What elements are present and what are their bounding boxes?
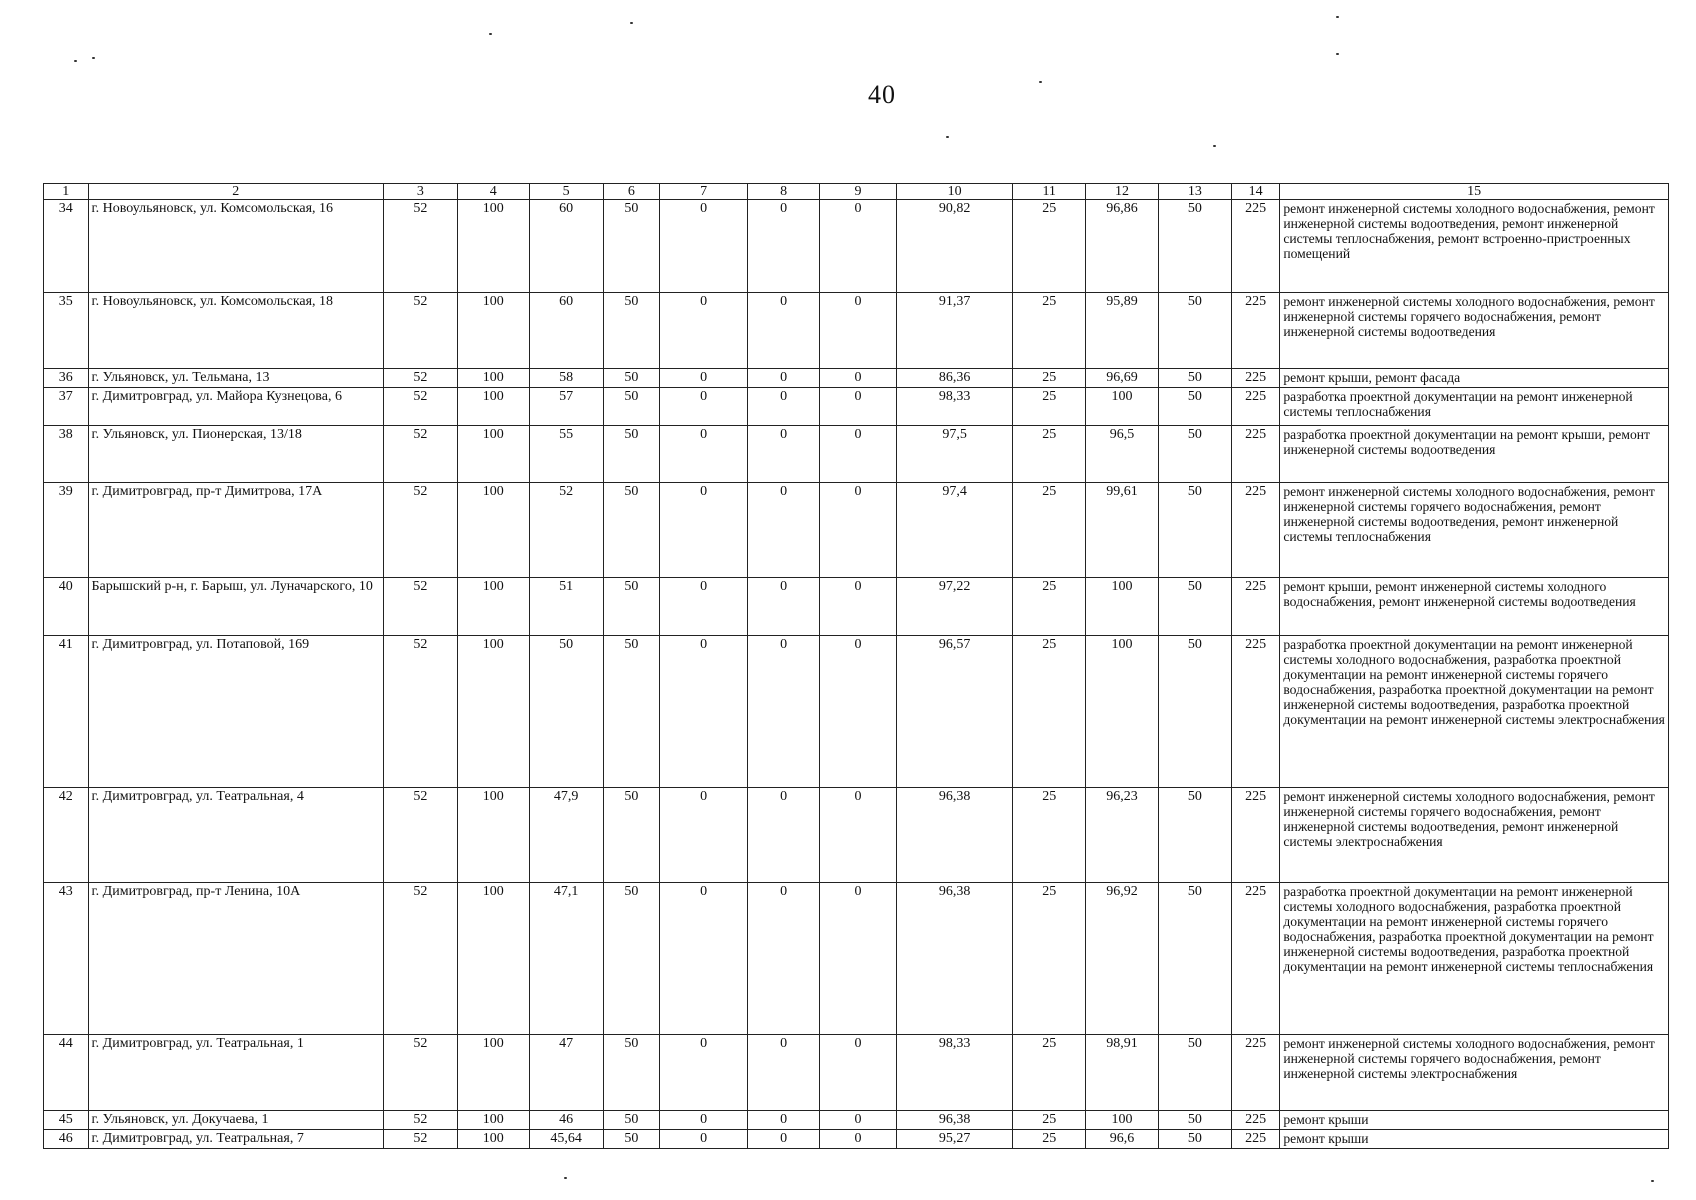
table-row [44, 788, 1669, 883]
scan-speck [946, 136, 949, 138]
value-cell: 0 [660, 1035, 748, 1111]
table-row [44, 578, 1669, 636]
value-cell: 51 [529, 578, 603, 636]
value-cell: 0 [820, 426, 897, 483]
value-cell: 225 [1231, 483, 1280, 578]
address-cell: г. Ульяновск, ул. Тельмана, 13 [88, 369, 383, 388]
value-cell: 225 [1231, 369, 1280, 388]
value-cell: 50 [603, 388, 660, 426]
value-cell: 0 [748, 1130, 820, 1149]
value-cell: 52 [383, 200, 457, 293]
value-cell: 100 [457, 1035, 529, 1111]
value-cell: 96,5 [1086, 426, 1159, 483]
value-cell: 100 [457, 1130, 529, 1149]
value-cell: 96,69 [1086, 369, 1159, 388]
scan-speck [630, 22, 633, 24]
value-cell: 50 [1158, 1035, 1231, 1111]
value-cell: 0 [748, 788, 820, 883]
value-cell: 55 [529, 426, 603, 483]
value-cell: 0 [660, 483, 748, 578]
value-cell: 0 [748, 369, 820, 388]
value-cell: 225 [1231, 388, 1280, 426]
value-cell: 0 [748, 200, 820, 293]
value-cell: 100 [457, 883, 529, 1035]
value-cell: 57 [529, 388, 603, 426]
scan-speck [489, 33, 492, 35]
value-cell: 96,57 [896, 636, 1012, 788]
value-cell: 0 [748, 293, 820, 369]
column-header: 5 [529, 184, 603, 200]
value-cell: 97,22 [896, 578, 1012, 636]
value-cell: 0 [660, 636, 748, 788]
value-cell: 0 [660, 883, 748, 1035]
row-number: 41 [44, 636, 89, 788]
value-cell: 50 [603, 1111, 660, 1130]
value-cell: 52 [383, 636, 457, 788]
value-cell: 0 [660, 788, 748, 883]
value-cell: 25 [1013, 388, 1086, 426]
value-cell: 50 [603, 636, 660, 788]
value-cell: 225 [1231, 1111, 1280, 1130]
value-cell: 0 [820, 483, 897, 578]
value-cell: 96,38 [896, 1111, 1012, 1130]
value-cell: 0 [820, 1035, 897, 1111]
value-cell: 0 [748, 636, 820, 788]
value-cell: 50 [1158, 1111, 1231, 1130]
row-number: 39 [44, 483, 89, 578]
value-cell: 100 [457, 426, 529, 483]
value-cell: 98,33 [896, 1035, 1012, 1111]
address-cell: г. Новоульяновск, ул. Комсомольская, 18 [88, 293, 383, 369]
header-row [44, 184, 1669, 200]
work-description-cell: ремонт крыши [1280, 1111, 1669, 1130]
value-cell: 25 [1013, 200, 1086, 293]
value-cell: 96,92 [1086, 883, 1159, 1035]
column-header: 3 [383, 184, 457, 200]
column-header: 6 [603, 184, 660, 200]
address-cell: г. Димитровград, ул. Театральная, 1 [88, 1035, 383, 1111]
work-description-cell: ремонт крыши, ремонт фасада [1280, 369, 1669, 388]
value-cell: 100 [1086, 1111, 1159, 1130]
value-cell: 100 [457, 636, 529, 788]
value-cell: 50 [1158, 426, 1231, 483]
value-cell: 0 [820, 1130, 897, 1149]
value-cell: 96,38 [896, 883, 1012, 1035]
value-cell: 50 [1158, 883, 1231, 1035]
address-cell: г. Димитровград, пр-т Ленина, 10А [88, 883, 383, 1035]
value-cell: 225 [1231, 1035, 1280, 1111]
row-number: 38 [44, 426, 89, 483]
value-cell: 0 [820, 578, 897, 636]
row-number: 43 [44, 883, 89, 1035]
row-number: 46 [44, 1130, 89, 1149]
value-cell: 100 [457, 369, 529, 388]
value-cell: 50 [1158, 388, 1231, 426]
value-cell: 97,5 [896, 426, 1012, 483]
value-cell: 52 [383, 293, 457, 369]
column-header: 2 [88, 184, 383, 200]
value-cell: 86,36 [896, 369, 1012, 388]
value-cell: 0 [748, 388, 820, 426]
work-description-cell: ремонт инженерной системы холодного водоснабжения, ремонт инженерной системы горячего водоснабжения, ремонт инженерной системы водоотведения, ремонт инженерной системы электроснабжения [1280, 788, 1669, 883]
column-header: 11 [1013, 184, 1086, 200]
table-row [44, 369, 1669, 388]
value-cell: 0 [748, 578, 820, 636]
value-cell: 50 [603, 369, 660, 388]
value-cell: 100 [457, 293, 529, 369]
scan-speck [92, 57, 95, 59]
address-cell: г. Ульяновск, ул. Докучаева, 1 [88, 1111, 383, 1130]
value-cell: 25 [1013, 369, 1086, 388]
table-row [44, 1130, 1669, 1149]
value-cell: 96,6 [1086, 1130, 1159, 1149]
value-cell: 50 [1158, 293, 1231, 369]
value-cell: 52 [383, 578, 457, 636]
scan-speck [1213, 145, 1216, 147]
value-cell: 100 [1086, 636, 1159, 788]
value-cell: 225 [1231, 578, 1280, 636]
work-description-cell: разработка проектной документации на ремонт инженерной системы холодного водоснабжения, разработка проектной документации на ремонт инженерной системы горячего водоснабжения, разработка проектной документации на ремонт инженерной системы водоотведения, разработка проектной документации на ремонт инженерной системы электроснабжения [1280, 636, 1669, 788]
scan-speck [1039, 81, 1042, 83]
value-cell: 98,91 [1086, 1035, 1159, 1111]
value-cell: 0 [748, 483, 820, 578]
table-row [44, 883, 1669, 1035]
page-number: 40 [868, 80, 896, 109]
value-cell: 0 [748, 883, 820, 1035]
value-cell: 100 [457, 578, 529, 636]
value-cell: 225 [1231, 200, 1280, 293]
value-cell: 0 [660, 369, 748, 388]
address-cell: г. Димитровград, ул. Театральная, 7 [88, 1130, 383, 1149]
value-cell: 225 [1231, 883, 1280, 1035]
work-description-cell: ремонт крыши, ремонт инженерной системы холодного водоснабжения, ремонт инженерной системы водоотведения [1280, 578, 1669, 636]
value-cell: 52 [383, 483, 457, 578]
value-cell: 25 [1013, 1035, 1086, 1111]
value-cell: 225 [1231, 1130, 1280, 1149]
value-cell: 225 [1231, 636, 1280, 788]
value-cell: 0 [820, 369, 897, 388]
value-cell: 0 [748, 1035, 820, 1111]
column-header: 7 [660, 184, 748, 200]
column-header: 8 [748, 184, 820, 200]
row-number: 35 [44, 293, 89, 369]
work-description-cell: ремонт крыши [1280, 1130, 1669, 1149]
work-description-cell: ремонт инженерной системы холодного водоснабжения, ремонт инженерной системы водоотведения, ремонт инженерной системы теплоснабжения, ремонт встроенно-пристроенных помещений [1280, 200, 1669, 293]
table-row [44, 1111, 1669, 1130]
table-row [44, 293, 1669, 369]
row-number: 40 [44, 578, 89, 636]
address-cell: г. Димитровград, ул. Театральная, 4 [88, 788, 383, 883]
row-number: 34 [44, 200, 89, 293]
table-row [44, 1035, 1669, 1111]
row-number: 44 [44, 1035, 89, 1111]
value-cell: 225 [1231, 293, 1280, 369]
value-cell: 99,61 [1086, 483, 1159, 578]
scan-speck [1336, 53, 1339, 55]
column-header: 9 [820, 184, 897, 200]
scan-speck [1336, 16, 1339, 18]
value-cell: 46 [529, 1111, 603, 1130]
column-header: 12 [1086, 184, 1159, 200]
value-cell: 100 [1086, 388, 1159, 426]
value-cell: 0 [660, 1111, 748, 1130]
value-cell: 50 [1158, 200, 1231, 293]
value-cell: 0 [660, 200, 748, 293]
value-cell: 47,9 [529, 788, 603, 883]
value-cell: 96,86 [1086, 200, 1159, 293]
value-cell: 50 [529, 636, 603, 788]
value-cell: 225 [1231, 788, 1280, 883]
value-cell: 0 [820, 1111, 897, 1130]
scan-speck [74, 60, 77, 62]
column-header: 4 [457, 184, 529, 200]
column-header: 10 [896, 184, 1012, 200]
column-header: 1 [44, 184, 89, 200]
value-cell: 50 [1158, 788, 1231, 883]
value-cell: 0 [820, 293, 897, 369]
value-cell: 52 [383, 788, 457, 883]
value-cell: 90,82 [896, 200, 1012, 293]
column-header: 15 [1280, 184, 1669, 200]
value-cell: 100 [457, 788, 529, 883]
value-cell: 50 [603, 883, 660, 1035]
value-cell: 52 [383, 369, 457, 388]
value-cell: 0 [660, 388, 748, 426]
value-cell: 95,27 [896, 1130, 1012, 1149]
row-number: 42 [44, 788, 89, 883]
table-row [44, 483, 1669, 578]
work-description-cell: ремонт инженерной системы холодного водоснабжения, ремонт инженерной системы горячего водоснабжения, ремонт инженерной системы водоотведения [1280, 293, 1669, 369]
work-description-cell: ремонт инженерной системы холодного водоснабжения, ремонт инженерной системы горячего водоснабжения, ремонт инженерной системы электроснабжения [1280, 1035, 1669, 1111]
value-cell: 47 [529, 1035, 603, 1111]
value-cell: 96,38 [896, 788, 1012, 883]
value-cell: 0 [660, 426, 748, 483]
work-description-cell: разработка проектной документации на ремонт инженерной системы теплоснабжения [1280, 388, 1669, 426]
value-cell: 25 [1013, 883, 1086, 1035]
value-cell: 52 [383, 1035, 457, 1111]
value-cell: 0 [748, 1111, 820, 1130]
data-table [43, 183, 1669, 1149]
value-cell: 25 [1013, 636, 1086, 788]
address-cell: г. Ульяновск, ул. Пионерская, 13/18 [88, 426, 383, 483]
value-cell: 50 [1158, 369, 1231, 388]
value-cell: 91,37 [896, 293, 1012, 369]
value-cell: 25 [1013, 1111, 1086, 1130]
value-cell: 100 [457, 483, 529, 578]
table-row [44, 388, 1669, 426]
value-cell: 97,4 [896, 483, 1012, 578]
value-cell: 25 [1013, 1130, 1086, 1149]
value-cell: 25 [1013, 578, 1086, 636]
value-cell: 25 [1013, 293, 1086, 369]
value-cell: 95,89 [1086, 293, 1159, 369]
value-cell: 25 [1013, 788, 1086, 883]
scan-speck [1651, 1180, 1654, 1182]
value-cell: 50 [1158, 578, 1231, 636]
value-cell: 100 [457, 1111, 529, 1130]
value-cell: 0 [820, 200, 897, 293]
value-cell: 0 [748, 426, 820, 483]
row-number: 37 [44, 388, 89, 426]
value-cell: 0 [820, 788, 897, 883]
value-cell: 100 [457, 200, 529, 293]
value-cell: 0 [660, 1130, 748, 1149]
value-cell: 52 [383, 388, 457, 426]
address-cell: Барышский р-н, г. Барыш, ул. Луначарского, 10 [88, 578, 383, 636]
table-row [44, 200, 1669, 293]
value-cell: 50 [603, 483, 660, 578]
table-row [44, 426, 1669, 483]
value-cell: 225 [1231, 426, 1280, 483]
value-cell: 0 [660, 293, 748, 369]
value-cell: 96,23 [1086, 788, 1159, 883]
work-description-cell: разработка проектной документации на ремонт крыши, ремонт инженерной системы водоотведения [1280, 426, 1669, 483]
value-cell: 50 [603, 426, 660, 483]
column-header: 14 [1231, 184, 1280, 200]
work-description-cell: ремонт инженерной системы холодного водоснабжения, ремонт инженерной системы горячего водоснабжения, ремонт инженерной системы водоотведения, ремонт инженерной системы теплоснабжения [1280, 483, 1669, 578]
address-cell: г. Новоульяновск, ул. Комсомольская, 16 [88, 200, 383, 293]
value-cell: 52 [383, 1111, 457, 1130]
value-cell: 0 [660, 578, 748, 636]
value-cell: 0 [820, 636, 897, 788]
value-cell: 50 [1158, 636, 1231, 788]
value-cell: 50 [603, 788, 660, 883]
address-cell: г. Димитровград, пр-т Димитрова, 17А [88, 483, 383, 578]
value-cell: 50 [603, 200, 660, 293]
value-cell: 50 [1158, 483, 1231, 578]
value-cell: 52 [383, 1130, 457, 1149]
value-cell: 45,64 [529, 1130, 603, 1149]
value-cell: 98,33 [896, 388, 1012, 426]
value-cell: 0 [820, 883, 897, 1035]
value-cell: 52 [383, 883, 457, 1035]
table-row [44, 636, 1669, 788]
value-cell: 50 [603, 293, 660, 369]
address-cell: г. Димитровград, ул. Потаповой, 169 [88, 636, 383, 788]
value-cell: 60 [529, 200, 603, 293]
scan-speck [564, 1177, 567, 1179]
value-cell: 50 [1158, 1130, 1231, 1149]
value-cell: 100 [457, 388, 529, 426]
value-cell: 50 [603, 578, 660, 636]
work-description-cell: разработка проектной документации на ремонт инженерной системы холодного водоснабжения, разработка проектной документации на ремонт инженерной системы горячего водоснабжения, разработка проектной документации на ремонт инженерной системы водоотведения, разработка проектной документации на ремонт инженерной системы теплоснабжения [1280, 883, 1669, 1035]
value-cell: 25 [1013, 426, 1086, 483]
address-cell: г. Димитровград, ул. Майора Кузнецова, 6 [88, 388, 383, 426]
row-number: 45 [44, 1111, 89, 1130]
row-number: 36 [44, 369, 89, 388]
value-cell: 60 [529, 293, 603, 369]
column-header: 13 [1158, 184, 1231, 200]
value-cell: 58 [529, 369, 603, 388]
value-cell: 50 [603, 1035, 660, 1111]
value-cell: 52 [529, 483, 603, 578]
value-cell: 47,1 [529, 883, 603, 1035]
value-cell: 52 [383, 426, 457, 483]
value-cell: 0 [820, 388, 897, 426]
value-cell: 100 [1086, 578, 1159, 636]
value-cell: 25 [1013, 483, 1086, 578]
value-cell: 50 [603, 1130, 660, 1149]
